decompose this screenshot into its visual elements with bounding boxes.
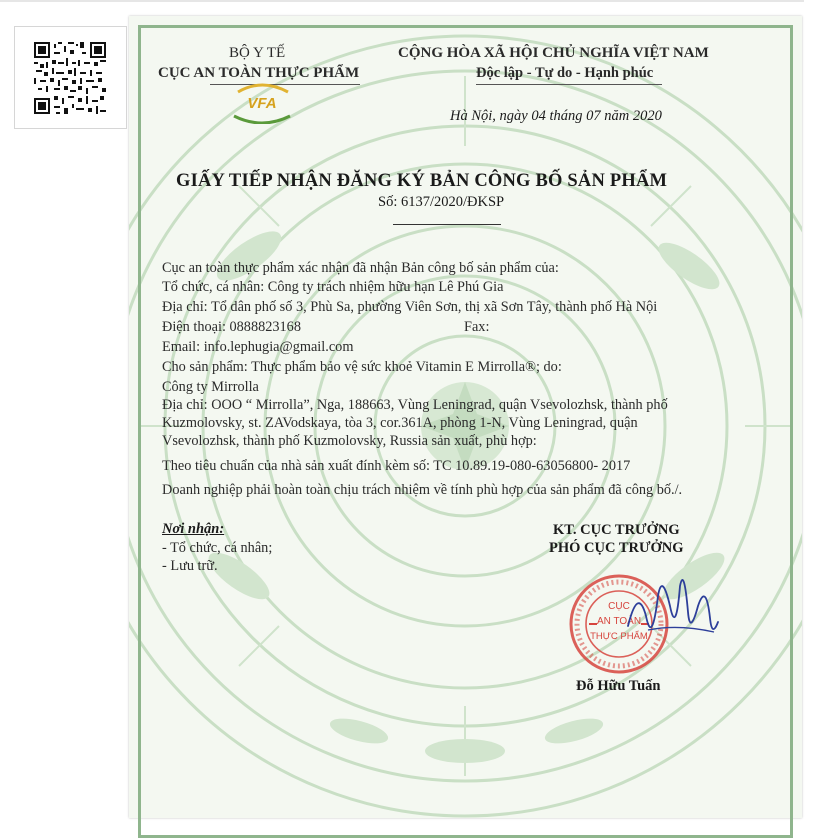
stamp-text: AN TOÀN (596, 616, 642, 627)
organization-address: Địa chỉ: Tổ dân phố số 3, Phù Sa, phường Viên Sơn, thị xã Sơn Tây, thành phố Hà Nội (162, 299, 658, 315)
manufacturer-address-line-1: Địa chỉ: OOO “ Mirrolla”, Nga, 188663, Vùng Leningrad, quận Vsevolozhsk, thành phố (162, 397, 668, 413)
fax-text: Fax: (464, 319, 490, 335)
stamp-text: CỤC (608, 601, 630, 612)
manufacturer-address-line-2: Kuzmolovsky, st. ZAVodskaya, tòa 3, cor.361A, phòng 1-N, Vùng Leningrad, quận (162, 415, 638, 431)
document-number: Số: 6137/2020/ĐKSP (378, 194, 505, 210)
republic-name: CỘNG HÒA XÃ HỘI CHỦ NGHĨA VIỆT NAM (398, 45, 709, 61)
qr-code[interactable] (14, 26, 127, 129)
recipient-item: - Lưu trữ. (162, 558, 218, 574)
manufacturer-address-line-3: Vsevolozhsk, thành phố Kuzmolovsky, Russia sản xuất, phù hợp: (162, 433, 537, 449)
ministry-name: BỘ Y TẾ (229, 45, 286, 61)
document-title: GIẤY TIẾP NHẬN ĐĂNG KÝ BẢN CÔNG BỐ SẢN PHẨM (176, 171, 668, 191)
national-motto: Độc lập - Tự do - Hạnh phúc (476, 65, 654, 81)
manufacturer-text: Công ty Mirrolla (162, 379, 259, 395)
motto-underline (476, 84, 662, 85)
intro-text: Cục an toàn thực phẩm xác nhận đã nhận Bản công bố sản phẩm của: (162, 260, 559, 276)
department-name: CỤC AN TOÀN THỰC PHẨM (158, 65, 360, 81)
signer-title-1: KT. CỤC TRƯỞNG (553, 522, 680, 538)
qr-code-graphic (34, 42, 106, 114)
handwritten-signature (618, 566, 728, 650)
signer-name: Đỗ Hữu Tuấn (576, 678, 661, 694)
vfa-logo (228, 80, 296, 124)
organization-text: Tổ chức, cá nhân: Công ty trách nhiệm hữu hạn Lê Phú Gia (162, 279, 504, 295)
signer-title-2: PHÓ CỤC TRƯỞNG (549, 540, 684, 556)
recipient-item: - Tổ chức, cá nhân; (162, 540, 273, 556)
stamp-text: THỰC PHẨM (590, 631, 648, 642)
email-text: Email: info.lephugia@gmail.com (162, 339, 354, 355)
product-text: Cho sản phẩm: Thực phẩm bảo vệ sức khoẻ Vitamin E Mirrolla®; do: (162, 359, 562, 375)
vfa-logo-text: VFA (247, 95, 277, 112)
top-divider (0, 0, 804, 2)
issue-date: Hà Nội, ngày 04 tháng 07 năm 2020 (450, 108, 662, 124)
standard-text: Theo tiêu chuẩn của nhà sản xuất đính kèm số: TC 10.89.19-080-63056800- 2017 (162, 458, 631, 474)
title-underline (393, 224, 501, 225)
phone-text: Điện thoại: 0888823168 (162, 319, 301, 335)
responsibility-text: Doanh nghiệp phải hoàn toàn chịu trách nhiệm về tính phù hợp của sản phẩm đã công bố./. (162, 482, 683, 498)
recipients-heading: Nơi nhận: (162, 521, 225, 537)
